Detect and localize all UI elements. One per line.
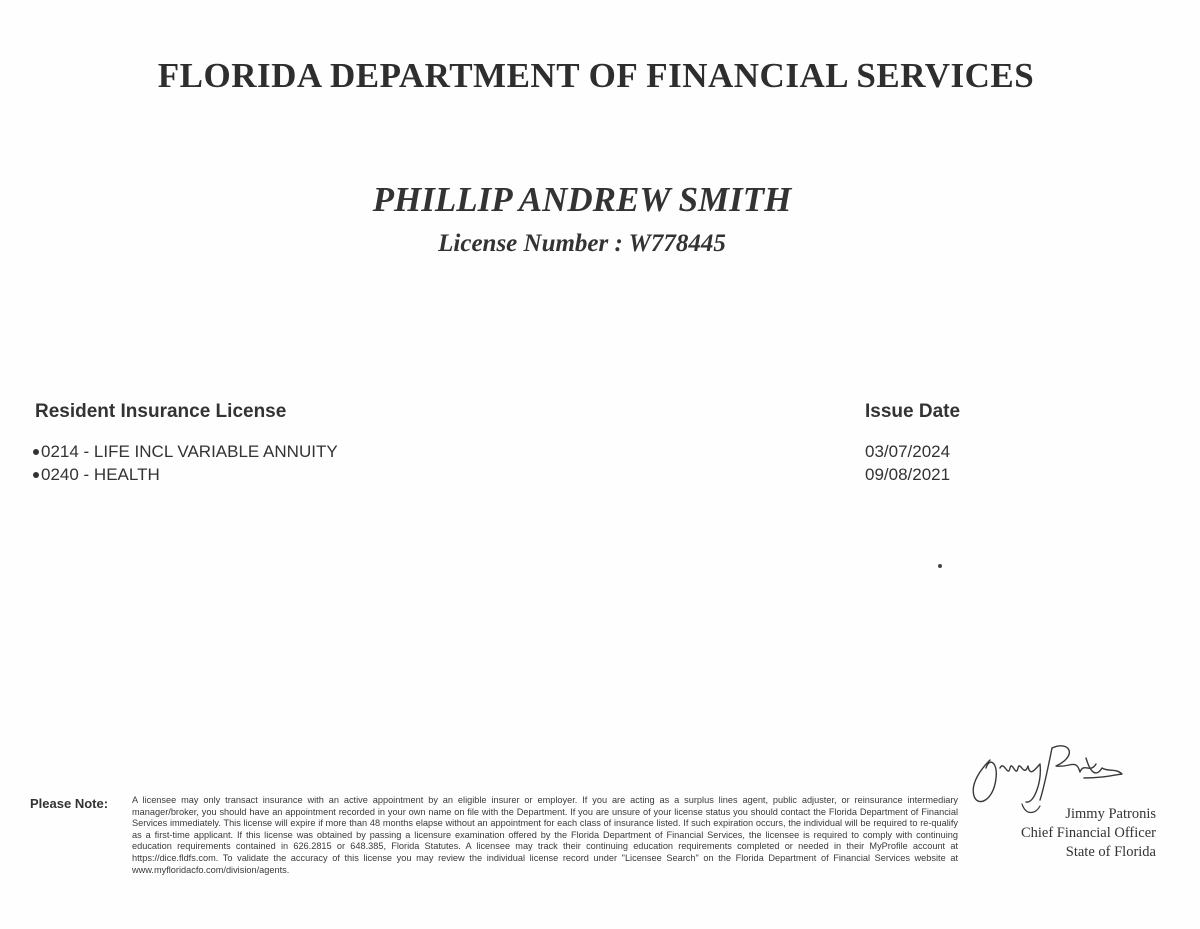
issue-date-heading: Issue Date bbox=[865, 401, 961, 422]
license-number: License Number : W778445 bbox=[438, 230, 726, 257]
licensee-name: PHILLIP ANDREW SMITH bbox=[372, 180, 792, 219]
note-label: Please Note: bbox=[30, 796, 109, 811]
issue-dates-list bbox=[865, 440, 950, 486]
signatory-name: Jimmy Patronis bbox=[1065, 806, 1156, 822]
department-title: FLORIDA DEPARTMENT OF FINANCIAL SERVICES bbox=[157, 56, 1035, 95]
license-line-label: 0214 - LIFE INCL VARIABLE ANNUITY bbox=[41, 442, 338, 461]
note-text: A licensee may only transact insurance with an active appointment by an eligible insurer or employer. If you are acting as a surplus lines agent, public adjuster, or reinsurance intermediary manager/broker, you should have an appointment recorded in your own name on file with the Department. If you are unsure of your license status you should contact the Florida Department of Financial Services immediately. This license will expire if more than 48 months elapse without an appointment for each class of insurance listed. If such expiration occurs, the individual will be required to re-qualify as a first-time applicant. If this license was obtained by passing a licensure examination offered by the Florida Department of Financial Services, the licensee is required to comply with continuing education requirements contained in 626.2815 or 648.385, Florida Statutes. A licensee may track their continuing education requirements completed or needed in their MyProfile account at https://dice.fldfs.com. To validate the accuracy of this license you may review the individual license record under "Licensee Search" on the Florida Department of Financial Services website at www.myfloridacfo.com/division/agents. bbox=[132, 795, 958, 875]
license-line-item bbox=[33, 463, 338, 486]
signatory-block bbox=[1021, 805, 1156, 862]
scan-speck bbox=[938, 564, 942, 568]
signatory-jurisdiction: State of Florida bbox=[1065, 844, 1156, 860]
issue-date-value: 09/08/2021 bbox=[865, 465, 951, 484]
license-lines-list bbox=[33, 440, 338, 486]
license-line-item bbox=[33, 440, 338, 463]
license-line-label: 0240 - HEALTH bbox=[41, 465, 160, 484]
bullet-icon bbox=[33, 449, 39, 455]
signatory-title: Chief Financial Officer bbox=[1020, 825, 1156, 841]
issue-date-value: 03/07/2024 bbox=[865, 442, 951, 461]
bullet-icon bbox=[33, 472, 39, 478]
license-type-heading: Resident Insurance License bbox=[35, 401, 287, 422]
